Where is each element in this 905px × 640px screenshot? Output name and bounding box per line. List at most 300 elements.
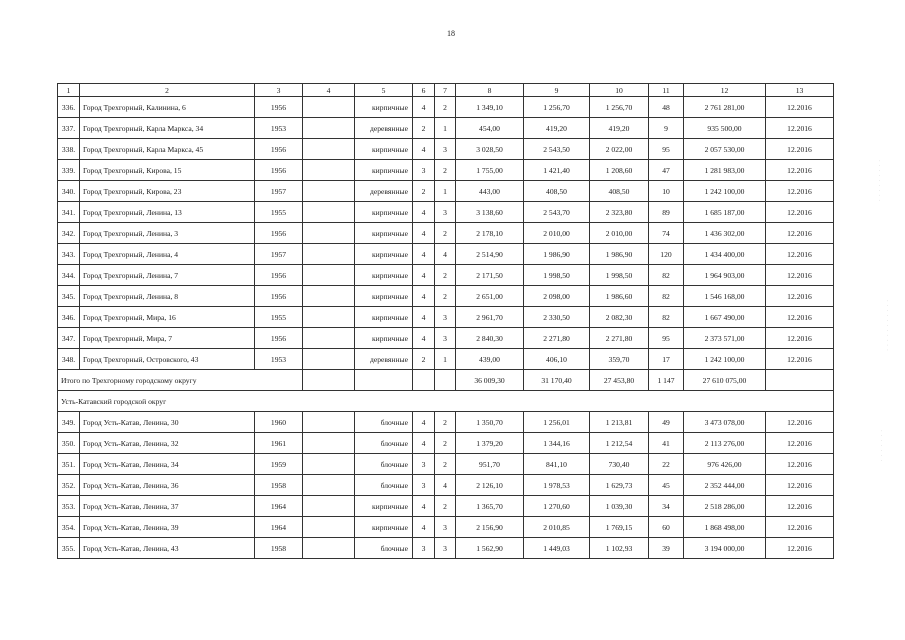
cell-area-c: 2 323,80 [590,202,649,223]
cell-residents: 120 [649,244,684,265]
col-header: 10 [590,84,649,97]
cell-c4 [303,97,355,118]
cell-area-c: 1 629,73 [590,475,649,496]
cell-c4 [303,475,355,496]
cell-area-c: 359,70 [590,349,649,370]
cell-num: 342. [58,223,80,244]
cell-year: 1956 [255,223,303,244]
cell-material: блочные [355,412,413,433]
empty-cell [435,370,456,391]
cell-num: 353. [58,496,80,517]
cell-deadline: 12.2016 [766,517,834,538]
cell-year: 1953 [255,118,303,139]
cell-entrances: 1 [435,181,456,202]
table-row [58,328,834,349]
cell-entrances: 3 [435,202,456,223]
cell-floors: 4 [413,496,435,517]
cell-cost: 2 518 286,00 [684,496,766,517]
cell-num: 347. [58,328,80,349]
cell-address: Город Трехгорный, Мира, 16 [80,307,255,328]
table-row [58,223,834,244]
cell-area-b: 419,20 [524,118,590,139]
cell-num: 348. [58,349,80,370]
cell-year: 1957 [255,244,303,265]
cell-area-total: 2 961,70 [456,307,524,328]
cell-floors: 4 [413,265,435,286]
cell-deadline: 12.2016 [766,139,834,160]
cell-area-total: 951,70 [456,454,524,475]
scan-noise: · · · · · · · · · [876,160,881,202]
cell-num: 349. [58,412,80,433]
cell-deadline: 12.2016 [766,454,834,475]
cell-year: 1953 [255,349,303,370]
cell-c4 [303,433,355,454]
cell-area-b: 1 449,03 [524,538,590,559]
cell-address: Город Усть-Катав, Ленина, 32 [80,433,255,454]
empty-cell [303,370,355,391]
cell-area-c: 419,20 [590,118,649,139]
cell-area-c: 1 256,70 [590,97,649,118]
cell-address: Город Трехгорный, Мира, 7 [80,328,255,349]
cell-floors: 3 [413,160,435,181]
cell-area-b: 1 344,16 [524,433,590,454]
cell-floors: 2 [413,181,435,202]
cell-material: деревянные [355,181,413,202]
cell-area-total: 1 349,10 [456,97,524,118]
cell-entrances: 1 [435,349,456,370]
cell-entrances: 2 [435,97,456,118]
cell-num: 351. [58,454,80,475]
cell-cost: 2 373 571,00 [684,328,766,349]
cell-deadline: 12.2016 [766,538,834,559]
total-residents: 1 147 [649,370,684,391]
cell-year: 1959 [255,454,303,475]
cell-entrances: 2 [435,433,456,454]
empty-cell [766,370,834,391]
column-number-row [58,84,834,97]
cell-residents: 22 [649,454,684,475]
cell-floors: 4 [413,244,435,265]
cell-floors: 3 [413,454,435,475]
cell-area-c: 1 986,60 [590,286,649,307]
cell-deadline: 12.2016 [766,244,834,265]
scan-noise: · · · · · · · [878,430,883,463]
cell-material: кирпичные [355,517,413,538]
cell-residents: 39 [649,538,684,559]
cell-floors: 2 [413,349,435,370]
cell-address: Город Трехгорный, Ленина, 13 [80,202,255,223]
cell-area-b: 841,10 [524,454,590,475]
cell-area-c: 2 271,80 [590,328,649,349]
cell-address: Город Усть-Катав, Ленина, 43 [80,538,255,559]
cell-cost: 1 242 100,00 [684,181,766,202]
cell-area-c: 1 998,50 [590,265,649,286]
table-row [58,265,834,286]
cell-floors: 4 [413,97,435,118]
cell-year: 1958 [255,538,303,559]
cell-address: Город Трехгорный, Островского, 43 [80,349,255,370]
cell-material: кирпичные [355,328,413,349]
cell-area-c: 2 022,00 [590,139,649,160]
cell-area-b: 1 978,53 [524,475,590,496]
cell-c4 [303,244,355,265]
cell-deadline: 12.2016 [766,118,834,139]
cell-year: 1955 [255,202,303,223]
cell-year: 1964 [255,517,303,538]
cell-residents: 82 [649,286,684,307]
table-row [58,97,834,118]
cell-material: кирпичные [355,160,413,181]
cell-residents: 17 [649,349,684,370]
cell-floors: 4 [413,412,435,433]
cell-address: Город Трехгорный, Карла Маркса, 45 [80,139,255,160]
cell-area-c: 408,50 [590,181,649,202]
cell-cost: 1 667 490,00 [684,307,766,328]
cell-entrances: 2 [435,412,456,433]
cell-deadline: 12.2016 [766,97,834,118]
total-row [58,370,834,391]
cell-area-b: 408,50 [524,181,590,202]
cell-address: Город Трехгорный, Ленина, 8 [80,286,255,307]
cell-residents: 10 [649,181,684,202]
cell-entrances: 2 [435,265,456,286]
cell-entrances: 3 [435,538,456,559]
cell-num: 337. [58,118,80,139]
cell-deadline: 12.2016 [766,223,834,244]
cell-floors: 4 [413,286,435,307]
cell-c4 [303,286,355,307]
cell-deadline: 12.2016 [766,475,834,496]
cell-address: Город Усть-Катав, Ленина, 30 [80,412,255,433]
cell-area-total: 2 171,50 [456,265,524,286]
cell-c4 [303,160,355,181]
cell-area-total: 2 514,90 [456,244,524,265]
cell-area-b: 1 998,50 [524,265,590,286]
cell-residents: 45 [649,475,684,496]
cell-floors: 3 [413,475,435,496]
cell-entrances: 2 [435,223,456,244]
cell-area-c: 1 039,30 [590,496,649,517]
cell-address: Город Усть-Катав, Ленина, 36 [80,475,255,496]
cell-area-c: 1 102,93 [590,538,649,559]
cell-residents: 9 [649,118,684,139]
total-label: Итого по Трехгорному городскому округу [58,370,303,391]
cell-address: Город Трехгорный, Кирова, 15 [80,160,255,181]
cell-year: 1955 [255,307,303,328]
cell-num: 339. [58,160,80,181]
cell-num: 344. [58,265,80,286]
table-row [58,244,834,265]
cell-floors: 4 [413,202,435,223]
cell-area-total: 2 651,00 [456,286,524,307]
table-row [58,160,834,181]
cell-residents: 41 [649,433,684,454]
cell-year: 1956 [255,97,303,118]
cell-floors: 4 [413,139,435,160]
cell-address: Город Трехгорный, Кирова, 23 [80,181,255,202]
cell-area-total: 1 350,70 [456,412,524,433]
cell-cost: 2 057 530,00 [684,139,766,160]
cell-area-total: 2 840,30 [456,328,524,349]
cell-residents: 49 [649,412,684,433]
cell-entrances: 3 [435,307,456,328]
cell-address: Город Трехгорный, Ленина, 3 [80,223,255,244]
cell-c4 [303,328,355,349]
cell-area-c: 1 208,60 [590,160,649,181]
cell-material: блочные [355,475,413,496]
cell-area-c: 1 213,81 [590,412,649,433]
cell-material: кирпичные [355,139,413,160]
cell-area-b: 2 010,00 [524,223,590,244]
scan-noise: · · · · · · · · · · · [884,300,889,352]
cell-residents: 82 [649,307,684,328]
cell-deadline: 12.2016 [766,328,834,349]
col-header: 3 [255,84,303,97]
table-row [58,118,834,139]
cell-c4 [303,139,355,160]
cell-address: Город Трехгорный, Ленина, 4 [80,244,255,265]
cell-floors: 4 [413,223,435,244]
cell-deadline: 12.2016 [766,202,834,223]
cell-material: кирпичные [355,307,413,328]
cell-entrances: 4 [435,244,456,265]
cell-address: Город Трехгорный, Карла Маркса, 34 [80,118,255,139]
col-header: 4 [303,84,355,97]
cell-num: 354. [58,517,80,538]
table-row [58,433,834,454]
cell-material: кирпичные [355,202,413,223]
cell-floors: 4 [413,328,435,349]
cell-area-b: 1 270,60 [524,496,590,517]
table-row [58,412,834,433]
cell-year: 1958 [255,475,303,496]
cell-material: кирпичные [355,244,413,265]
col-header: 5 [355,84,413,97]
cell-material: кирпичные [355,496,413,517]
cell-area-b: 2 271,80 [524,328,590,349]
cell-address: Город Усть-Катав, Ленина, 34 [80,454,255,475]
cell-area-total: 454,00 [456,118,524,139]
cell-material: деревянные [355,118,413,139]
cell-entrances: 3 [435,328,456,349]
cell-entrances: 3 [435,139,456,160]
cell-c4 [303,349,355,370]
cell-num: 338. [58,139,80,160]
cell-entrances: 2 [435,496,456,517]
cell-area-total: 1 379,20 [456,433,524,454]
cell-num: 346. [58,307,80,328]
cell-area-total: 1 755,00 [456,160,524,181]
cell-c4 [303,265,355,286]
col-header: 7 [435,84,456,97]
cell-residents: 48 [649,97,684,118]
cell-area-total: 1 562,90 [456,538,524,559]
table-row [58,517,834,538]
cell-deadline: 12.2016 [766,433,834,454]
cell-material: кирпичные [355,97,413,118]
cell-floors: 4 [413,307,435,328]
cell-entrances: 3 [435,517,456,538]
cell-num: 352. [58,475,80,496]
cell-num: 350. [58,433,80,454]
cell-c4 [303,538,355,559]
table-row [58,307,834,328]
cell-entrances: 2 [435,160,456,181]
cell-area-c: 2 010,00 [590,223,649,244]
total-area-c: 27 453,80 [590,370,649,391]
cell-area-total: 443,00 [456,181,524,202]
cell-c4 [303,181,355,202]
cell-cost: 1 242 100,00 [684,349,766,370]
total-area-b: 31 170,40 [524,370,590,391]
cell-area-total: 2 156,90 [456,517,524,538]
cell-year: 1956 [255,160,303,181]
cell-residents: 47 [649,160,684,181]
cell-cost: 976 426,00 [684,454,766,475]
cell-residents: 74 [649,223,684,244]
cell-floors: 4 [413,517,435,538]
table-row [58,286,834,307]
table-row [58,349,834,370]
cell-material: кирпичные [355,286,413,307]
total-cost: 27 610 075,00 [684,370,766,391]
cell-c4 [303,412,355,433]
cell-cost: 1 281 983,00 [684,160,766,181]
cell-area-c: 1 212,54 [590,433,649,454]
col-header: 2 [80,84,255,97]
cell-area-c: 1 769,15 [590,517,649,538]
cell-material: деревянные [355,349,413,370]
cell-material: кирпичные [355,265,413,286]
page-number: 18 [447,29,455,38]
cell-year: 1956 [255,328,303,349]
cell-deadline: 12.2016 [766,412,834,433]
cell-area-total: 1 365,70 [456,496,524,517]
cell-deadline: 12.2016 [766,307,834,328]
empty-cell [413,370,435,391]
cell-year: 1956 [255,265,303,286]
cell-year: 1956 [255,139,303,160]
cell-cost: 935 500,00 [684,118,766,139]
cell-residents: 60 [649,517,684,538]
cell-cost: 2 113 276,00 [684,433,766,454]
cell-num: 345. [58,286,80,307]
cell-material: кирпичные [355,223,413,244]
cell-num: 340. [58,181,80,202]
section-heading: Усть-Катавский городской округ [58,391,834,412]
cell-area-c: 1 986,90 [590,244,649,265]
cell-deadline: 12.2016 [766,349,834,370]
cell-floors: 2 [413,118,435,139]
col-header: 6 [413,84,435,97]
cell-address: Город Трехгорный, Ленина, 7 [80,265,255,286]
total-area-total: 36 009,30 [456,370,524,391]
cell-area-b: 1 256,70 [524,97,590,118]
cell-year: 1960 [255,412,303,433]
cell-floors: 3 [413,538,435,559]
cell-cost: 1 436 302,00 [684,223,766,244]
cell-area-total: 2 178,10 [456,223,524,244]
cell-c4 [303,454,355,475]
cell-c4 [303,517,355,538]
cell-cost: 2 352 444,00 [684,475,766,496]
cell-area-b: 1 256,01 [524,412,590,433]
cell-cost: 3 473 078,00 [684,412,766,433]
cell-deadline: 12.2016 [766,181,834,202]
cell-area-b: 1 421,40 [524,160,590,181]
cell-year: 1956 [255,286,303,307]
cell-cost: 1 685 187,00 [684,202,766,223]
cell-address: Город Усть-Катав, Ленина, 37 [80,496,255,517]
cell-entrances: 1 [435,118,456,139]
empty-cell [355,370,413,391]
table-row [58,538,834,559]
cell-material: блочные [355,538,413,559]
cell-area-b: 1 986,90 [524,244,590,265]
cell-area-b: 2 543,50 [524,139,590,160]
col-header: 1 [58,84,80,97]
cell-material: блочные [355,454,413,475]
cell-address: Город Усть-Катав, Ленина, 39 [80,517,255,538]
cell-area-c: 730,40 [590,454,649,475]
cell-cost: 1 546 168,00 [684,286,766,307]
cell-cost: 3 194 000,00 [684,538,766,559]
cell-residents: 95 [649,139,684,160]
cell-area-total: 3 028,50 [456,139,524,160]
col-header: 13 [766,84,834,97]
cell-c4 [303,223,355,244]
cell-entrances: 2 [435,286,456,307]
cell-residents: 82 [649,265,684,286]
cell-cost: 1 868 498,00 [684,517,766,538]
cell-num: 343. [58,244,80,265]
cell-cost: 2 761 281,00 [684,97,766,118]
cell-entrances: 4 [435,475,456,496]
cell-deadline: 12.2016 [766,160,834,181]
cell-residents: 89 [649,202,684,223]
cell-deadline: 12.2016 [766,265,834,286]
cell-area-b: 2 330,50 [524,307,590,328]
cell-year: 1957 [255,181,303,202]
cell-area-c: 2 082,30 [590,307,649,328]
section-heading-row [58,391,834,412]
cell-floors: 4 [413,433,435,454]
cell-c4 [303,307,355,328]
cell-num: 341. [58,202,80,223]
cell-c4 [303,496,355,517]
cell-deadline: 12.2016 [766,286,834,307]
cell-area-total: 3 138,60 [456,202,524,223]
cell-year: 1961 [255,433,303,454]
cell-area-b: 2 543,70 [524,202,590,223]
table-row [58,139,834,160]
table-row [58,181,834,202]
cell-cost: 1 434 400,00 [684,244,766,265]
col-header: 12 [684,84,766,97]
cell-material: блочные [355,433,413,454]
col-header: 11 [649,84,684,97]
cell-address: Город Трехгорный, Калинина, 6 [80,97,255,118]
cell-area-total: 2 126,10 [456,475,524,496]
cell-num: 336. [58,97,80,118]
cell-c4 [303,202,355,223]
cell-c4 [303,118,355,139]
housing-register-table [57,83,834,559]
cell-entrances: 2 [435,454,456,475]
cell-area-total: 439,00 [456,349,524,370]
table-row [58,454,834,475]
cell-residents: 95 [649,328,684,349]
